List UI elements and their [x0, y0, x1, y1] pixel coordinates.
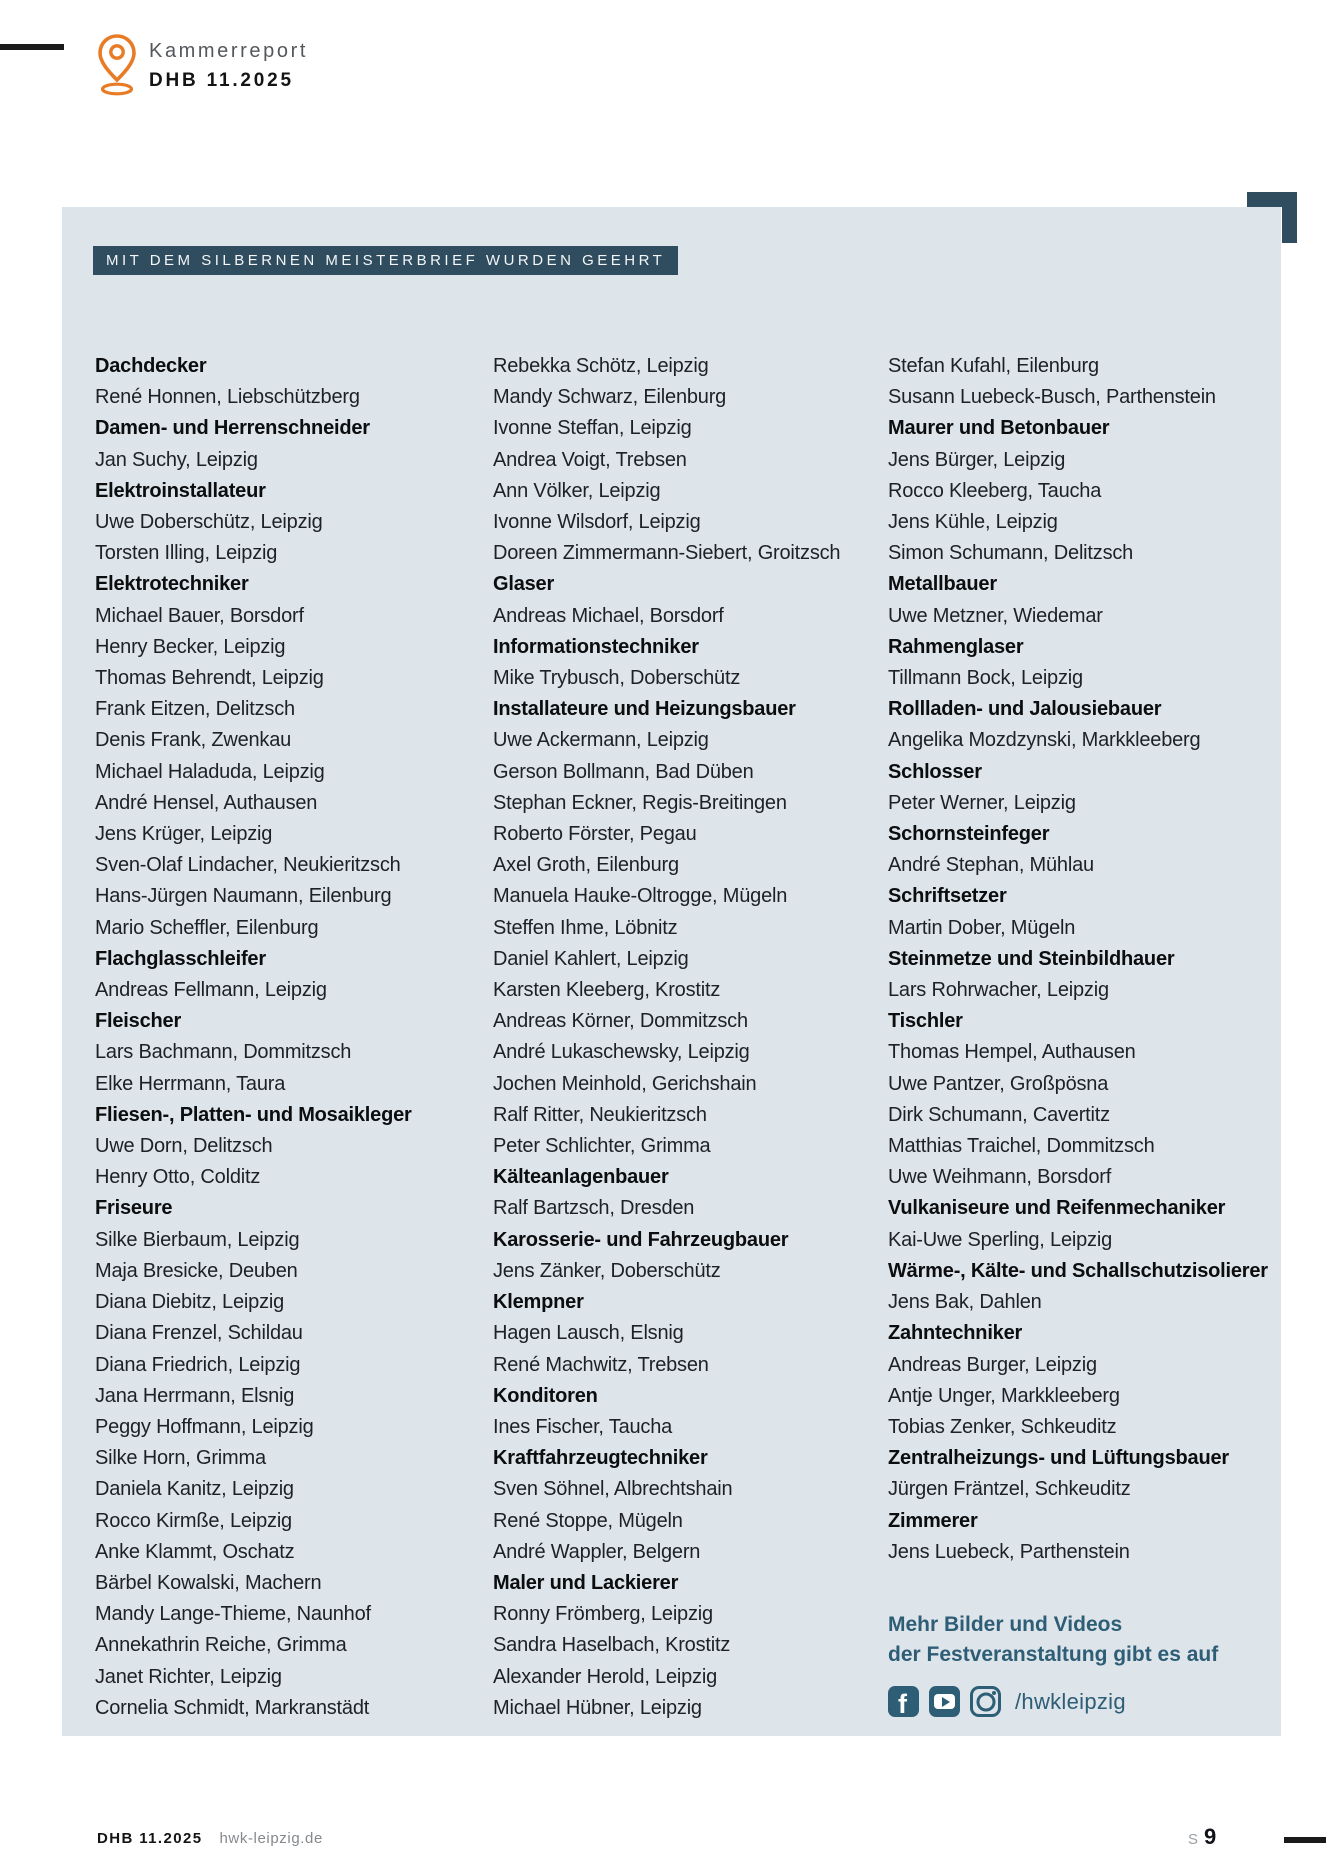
honoree-line: Ivonne Wilsdorf, Leipzig [493, 511, 701, 534]
youtube-play-triangle [942, 1697, 950, 1707]
honoree-line: Elke Herrmann, Taura [95, 1072, 286, 1095]
honoree-line: Andreas Fellmann, Leipzig [95, 979, 327, 1002]
trade-heading: Rollladen- und Jalousiebauer [888, 698, 1162, 721]
honoree-line: Silke Bierbaum, Leipzig [95, 1228, 300, 1251]
honoree-line: Jan Suchy, Leipzig [95, 448, 258, 471]
brand-name: Kammerreport [149, 40, 309, 62]
honoree-line: Daniel Kahlert, Leipzig [493, 947, 689, 970]
social-links-row [888, 1686, 1126, 1717]
map-pin-icon [95, 33, 139, 97]
trade-heading: Klempner [493, 1291, 584, 1314]
bottom-right-rule [1284, 1837, 1326, 1843]
honoree-line: Uwe Dorn, Delitzsch [95, 1135, 273, 1158]
youtube-screen [934, 1694, 955, 1709]
honoree-line: Alexander Herold, Leipzig [493, 1665, 718, 1688]
instagram-icon[interactable] [970, 1686, 1001, 1717]
honorees-panel [62, 207, 1281, 1736]
trade-heading: Dachdecker [95, 355, 207, 377]
honoree-line: Annekathrin Reiche, Grimma [95, 1634, 347, 1657]
page-prefix: S [1188, 1831, 1199, 1848]
trade-heading: Zahntechniker [888, 1322, 1023, 1345]
honoree-line: Sven Söhnel, Albrechtshain [493, 1478, 733, 1501]
trade-heading: Metallbauer [888, 573, 997, 596]
honoree-line: Uwe Weihmann, Borsdorf [888, 1166, 1112, 1189]
honoree-line: Frank Eitzen, Delitzsch [95, 698, 295, 721]
honoree-line: Jana Herrmann, Elsnig [95, 1384, 295, 1407]
honoree-line: Martin Dober, Mügeln [888, 916, 1076, 939]
honoree-line: Mario Scheffler, Eilenburg [95, 916, 319, 939]
trade-heading: Fliesen-, Platten- und Mosaikleger [95, 1103, 412, 1126]
honoree-line: Mandy Schwarz, Eilenburg [493, 386, 727, 409]
honoree-line: René Stoppe, Mügeln [493, 1509, 683, 1532]
honoree-line: Karsten Kleeberg, Krostitz [493, 979, 721, 1002]
honoree-line: Uwe Pantzer, Großpösna [888, 1072, 1109, 1095]
trade-heading: Kraftfahrzeugtechniker [493, 1447, 708, 1470]
instagram-lens [976, 1692, 995, 1711]
honoree-line: Ralf Ritter, Neukieritzsch [493, 1103, 707, 1126]
honoree-line: Diana Friedrich, Leipzig [95, 1353, 301, 1376]
corner-accent-vertical [1282, 192, 1297, 243]
top-left-rule [0, 44, 64, 50]
social-callout [888, 1610, 1288, 1670]
honoree-line: Antje Unger, Markkleeberg [888, 1384, 1120, 1407]
social-handle[interactable]: /hwkleipzig [1015, 1688, 1126, 1714]
honoree-line: Manuela Hauke-Oltrogge, Mügeln [493, 885, 788, 908]
honoree-line: Ralf Bartzsch, Dresden [493, 1197, 695, 1220]
honoree-line: Lars Rohrwacher, Leipzig [888, 979, 1109, 1002]
honoree-line: Tobias Zenker, Schkeuditz [888, 1415, 1117, 1438]
trade-heading: Tischler [888, 1010, 963, 1033]
trade-heading: Kälteanlagenbauer [493, 1166, 669, 1189]
honoree-line: Maja Bresicke, Deuben [95, 1259, 298, 1282]
honoree-line: Andrea Voigt, Trebsen [493, 448, 687, 471]
honoree-line: Rocco Kleeberg, Taucha [888, 479, 1102, 502]
trade-heading: Installateure und Heizungsbauer [493, 698, 796, 721]
honoree-line: Sven-Olaf Lindacher, Neukieritzsch [95, 854, 401, 877]
honoree-line: Peggy Hoffmann, Leipzig [95, 1415, 314, 1438]
footer-issue: DHB 11.2025 [97, 1830, 203, 1847]
honoree-line: André Lukaschewsky, Leipzig [493, 1041, 750, 1064]
honoree-line: René Honnen, Liebschützberg [95, 386, 360, 409]
honoree-line: André Wappler, Belgern [493, 1540, 701, 1563]
honoree-line: Denis Frank, Zwenkau [95, 729, 292, 752]
trade-heading: Schornsteinfeger [888, 823, 1050, 846]
honoree-line: Axel Groth, Eilenburg [493, 854, 679, 877]
honoree-line: Ronny Frömberg, Leipzig [493, 1603, 713, 1626]
trade-heading: Zimmerer [888, 1509, 978, 1532]
honoree-line: Mandy Lange-Thieme, Naunhof [95, 1603, 371, 1626]
honoree-line: Angelika Mozdzynski, Markkleeberg [888, 729, 1201, 752]
honoree-line: Jens Bürger, Leipzig [888, 448, 1066, 471]
honoree-line: Rocco Kirmße, Leipzig [95, 1509, 292, 1532]
honoree-line: Uwe Metzner, Wiedemar [888, 604, 1103, 627]
honoree-line: Stefan Kufahl, Eilenburg [888, 355, 1099, 377]
honoree-line: Matthias Traichel, Dommitzsch [888, 1135, 1155, 1158]
honoree-line: Ann Völker, Leipzig [493, 479, 661, 502]
trade-heading: Schriftsetzer [888, 885, 1007, 908]
footer-site-url: hwk-leipzig.de [219, 1830, 323, 1847]
honoree-line: René Machwitz, Trebsen [493, 1353, 709, 1376]
trade-heading: Flachglasschleifer [95, 947, 266, 970]
trade-heading: Steinmetze und Steinbildhauer [888, 947, 1175, 970]
honorees-column-3 [888, 351, 1283, 1568]
honoree-line: Sandra Haselbach, Krostitz [493, 1634, 731, 1657]
page-number: 9 [1204, 1824, 1217, 1849]
honoree-line: Doreen Zimmermann-Siebert, Groitzsch [493, 542, 841, 565]
honoree-line: Jens Bak, Dahlen [888, 1291, 1042, 1314]
honoree-line: Peter Werner, Leipzig [888, 791, 1076, 814]
trade-heading: Vulkaniseure und Reifenmechaniker [888, 1197, 1226, 1220]
trade-heading: Elektrotechniker [95, 573, 249, 596]
footer-left [97, 1830, 323, 1847]
honoree-line: Diana Diebitz, Leipzig [95, 1291, 285, 1314]
honoree-line: Daniela Kanitz, Leipzig [95, 1478, 294, 1501]
page-number-group [1188, 1824, 1216, 1850]
honoree-line: Janet Richter, Leipzig [95, 1665, 282, 1688]
honoree-line: Hans-Jürgen Naumann, Eilenburg [95, 885, 392, 908]
trade-heading: Elektroinstallateur [95, 479, 266, 502]
honoree-line: Steffen Ihme, Löbnitz [493, 916, 678, 939]
trade-heading: Maler und Lackierer [493, 1571, 679, 1594]
honoree-line: Mike Trybusch, Doberschütz [493, 667, 741, 690]
trade-heading: Konditoren [493, 1384, 598, 1407]
honoree-line: Anke Klammt, Oschatz [95, 1540, 295, 1563]
youtube-icon[interactable] [929, 1686, 960, 1717]
social-text-line2: der Festveranstaltung gibt es auf [888, 1643, 1219, 1666]
honoree-line: Peter Schlichter, Grimma [493, 1135, 711, 1158]
honoree-line: Jens Zänker, Doberschütz [493, 1259, 721, 1282]
honoree-line: Jens Kühle, Leipzig [888, 511, 1058, 534]
facebook-icon[interactable] [888, 1686, 919, 1717]
honoree-line: Simon Schumann, Delitzsch [888, 542, 1134, 565]
honoree-line: Ines Fischer, Taucha [493, 1415, 673, 1438]
honoree-line: Andreas Burger, Leipzig [888, 1353, 1097, 1376]
trade-heading: Informationstechniker [493, 635, 699, 658]
honoree-line: Andreas Michael, Borsdorf [493, 604, 724, 627]
honorees-column-2 [493, 351, 888, 1724]
honoree-line: Diana Frenzel, Schildau [95, 1322, 303, 1345]
honoree-line: Torsten Illing, Leipzig [95, 542, 278, 565]
honoree-line: Henry Becker, Leipzig [95, 635, 286, 658]
honoree-line: Uwe Ackermann, Leipzig [493, 729, 709, 752]
honoree-line: Roberto Förster, Pegau [493, 823, 697, 846]
honoree-line: Rebekka Schötz, Leipzig [493, 355, 709, 377]
trade-heading: Schlosser [888, 760, 982, 783]
honoree-line: Andreas Körner, Dommitzsch [493, 1010, 748, 1033]
trade-heading: Karosserie- und Fahrzeugbauer [493, 1228, 789, 1251]
honoree-line: Jens Luebeck, Parthenstein [888, 1540, 1130, 1563]
brand-issue: DHB 11.2025 [149, 70, 294, 91]
honorees-column-1 [95, 351, 490, 1724]
trade-heading: Damen- und Herrenschneider [95, 417, 370, 440]
honoree-line: Dirk Schumann, Cavertitz [888, 1103, 1110, 1126]
trade-heading: Glaser [493, 573, 555, 596]
honoree-line: Uwe Doberschütz, Leipzig [95, 511, 323, 534]
trade-heading: Zentralheizungs- und Lüftungsbauer [888, 1447, 1229, 1470]
honoree-line: Henry Otto, Colditz [95, 1166, 261, 1189]
honoree-line: Michael Hübner, Leipzig [493, 1696, 702, 1719]
honoree-line: Cornelia Schmidt, Markranstädt [95, 1696, 370, 1719]
honoree-line: Jens Krüger, Leipzig [95, 823, 273, 846]
honoree-line: Kai-Uwe Sperling, Leipzig [888, 1228, 1113, 1251]
trade-heading: Maurer und Betonbauer [888, 417, 1110, 440]
instagram-dot [992, 1691, 996, 1695]
honoree-line: Jürgen Fräntzel, Schkeuditz [888, 1478, 1131, 1501]
honoree-line: Silke Horn, Grimma [95, 1447, 266, 1470]
section-title-bar: MIT DEM SILBERNEN MEISTERBRIEF WURDEN GEEHRT [93, 246, 678, 275]
social-text-line1: Mehr Bilder und Videos [888, 1613, 1123, 1636]
honoree-line: Lars Bachmann, Dommitzsch [95, 1041, 352, 1064]
honoree-line: Bärbel Kowalski, Machern [95, 1571, 322, 1594]
facebook-f-glyph: f [898, 1689, 907, 1717]
honoree-line: Jochen Meinhold, Gerichshain [493, 1072, 757, 1095]
trade-heading: Rahmenglaser [888, 635, 1024, 658]
honoree-line: Michael Haladuda, Leipzig [95, 760, 325, 783]
trade-heading: Fleischer [95, 1010, 182, 1033]
honoree-line: Susann Luebeck-Busch, Parthenstein [888, 386, 1216, 409]
honoree-line: Thomas Behrendt, Leipzig [95, 667, 324, 690]
honoree-line: Ivonne Steffan, Leipzig [493, 417, 692, 440]
honoree-line: André Stephan, Mühlau [888, 854, 1094, 877]
honoree-line: Tillmann Bock, Leipzig [888, 667, 1083, 690]
honoree-line: André Hensel, Authausen [95, 791, 318, 814]
honoree-line: Stephan Eckner, Regis-Breitingen [493, 791, 787, 814]
trade-heading: Friseure [95, 1197, 173, 1220]
honoree-line: Michael Bauer, Borsdorf [95, 604, 304, 627]
honoree-line: Hagen Lausch, Elsnig [493, 1322, 684, 1345]
honoree-line: Thomas Hempel, Authausen [888, 1041, 1136, 1064]
trade-heading: Wärme-, Kälte- und Schallschutzisolierer [888, 1259, 1268, 1282]
honoree-line: Gerson Bollmann, Bad Düben [493, 760, 754, 783]
